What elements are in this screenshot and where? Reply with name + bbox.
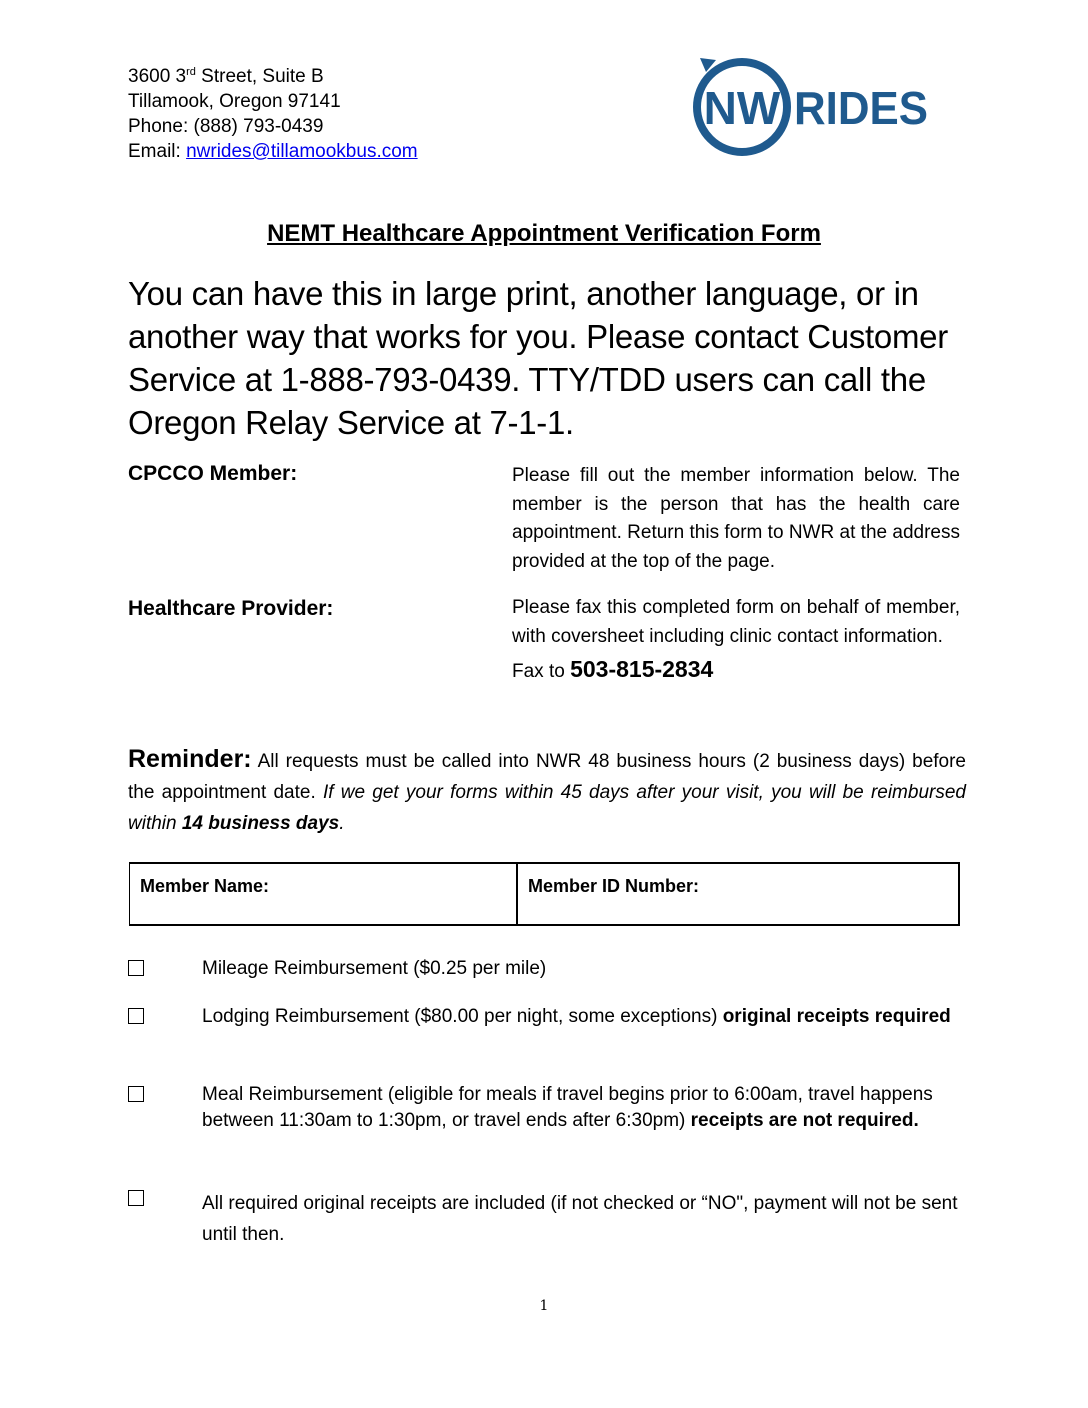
reminder-label: Reminder: xyxy=(128,745,252,773)
lodging-checkbox[interactable] xyxy=(128,1008,144,1024)
fax-number: 503-815-2834 xyxy=(570,656,714,682)
logo-nw-text: NW xyxy=(703,82,781,134)
nwrides-logo-graphic xyxy=(686,52,936,162)
accessibility-notice: You can have this in large print, another language, or in another way that works for you. Please contact Customer Service at 1-888-793-0439. TTY/TDD users can call the Oregon Relay Service at 7-1-1. xyxy=(128,275,948,441)
member-name-label: Member Name: xyxy=(140,876,270,896)
receipts-included-checkbox[interactable] xyxy=(128,1190,144,1206)
healthcare-provider-label: Healthcare Provider: xyxy=(128,597,334,620)
reimbursement-note: If we get your forms within 45 days after your visit, you will be reimbursed within 14 business days. xyxy=(128,782,966,834)
logo-rides-text: RIDES xyxy=(794,82,928,134)
member-id-field[interactable] xyxy=(518,864,958,924)
address-block xyxy=(128,64,418,164)
checklist-item-receipts: All required original receipts are included (if not checked or “NO", payment will not be sent until then. xyxy=(128,1188,968,1250)
nwrides-logo xyxy=(686,52,936,162)
email-line: Email: nwrides@tillamookbus.com xyxy=(128,141,418,162)
address-line-2: Tillamook, Oregon 97141 xyxy=(128,91,341,112)
checklist-item-mileage: Mileage Reimbursement ($0.25 per mile) xyxy=(128,956,968,982)
member-name-field[interactable] xyxy=(130,864,518,924)
fax-line: Fax to 503-815-2834 xyxy=(512,656,714,682)
member-info-table xyxy=(129,862,960,926)
address-line-1: 3600 3rd Street, Suite B xyxy=(128,66,324,87)
form-title: NEMT Healthcare Appointment Verification Form xyxy=(267,220,821,247)
phone-line: Phone: (888) 793-0439 xyxy=(128,116,324,137)
cpcco-member-instructions: Please fill out the member information below. The member is the person that has the health care appointment. Return this form to NWR at the address provided at the top of the page. xyxy=(512,465,960,572)
checklist-item-lodging: Lodging Reimbursement ($80.00 per night, some exceptions) original receipts required xyxy=(128,1004,968,1030)
reminder-paragraph: Reminder: All requests must be called into NWR 48 business hours (2 business days) before the appointment date. If we get your forms within 45 days after your visit, you will be reimbursed within 14 business days. xyxy=(128,745,966,834)
email-link[interactable]: nwrides@tillamookbus.com xyxy=(186,141,418,162)
checklist-item-meal: Meal Reimbursement (eligible for meals if travel begins prior to 6:00am, travel happens between 11:30am to 1:30pm, or travel ends after 6:30pm) receipts are not required. xyxy=(128,1082,968,1134)
cpcco-member-label: CPCCO Member: xyxy=(128,462,298,485)
member-id-label: Member ID Number: xyxy=(528,876,700,896)
mileage-checkbox[interactable] xyxy=(128,960,144,976)
meal-checkbox[interactable] xyxy=(128,1086,144,1102)
healthcare-provider-instructions xyxy=(512,594,960,687)
provider-instructions-text: Please fax this completed form on behalf of member, with coversheet including clinic contact information. xyxy=(512,597,960,647)
page-number: 1 xyxy=(539,1298,549,1314)
